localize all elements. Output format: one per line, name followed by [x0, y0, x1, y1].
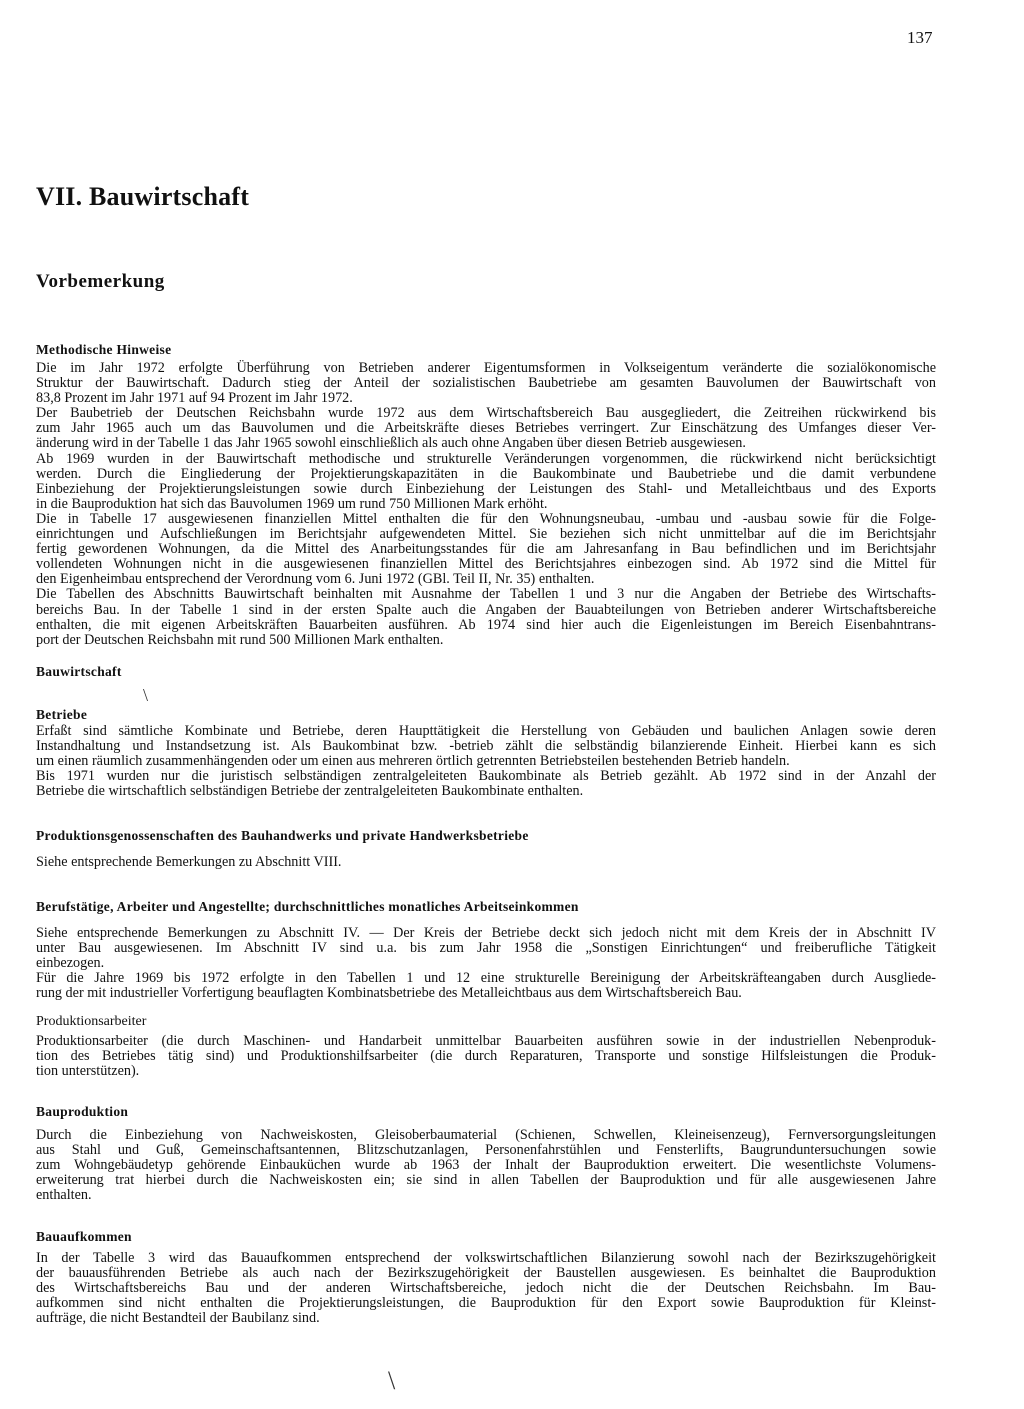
pgh-body [36, 855, 936, 870]
text-line: unter Bau ausgewiesenen. Im Abschnitt IV sind u.a. bis zum Jahr 1958 die „Sonstigen Einrichtungen“ und freiberufliche Tätigkeit [36, 940, 936, 957]
methodische-hinweise-body [36, 361, 936, 648]
text-line: port der Deutschen Reichsbahn mit rund 500 Millionen Mark enthalten. [36, 631, 444, 648]
text-line: Siehe entsprechende Bemerkungen zu Abschnitt IV. — Der Kreis der Betriebe deckt sich jedoch nicht mit dem Kreis der in Abschnitt IV [36, 925, 936, 941]
text-line: der bauausführenden Betriebe als auch nach der Bezirkszugehörigkeit der Baustellen ausgewiesen. Es beinhaltet die Bauproduktion [36, 1265, 936, 1282]
section-title: Vorbemerkung [36, 271, 165, 292]
text-line: um einen räumlich zusammenhängenden oder um einen aus mehreren örtlich getrennten Betriebsteilen bestehenden Betrieb handeln. [36, 753, 790, 770]
text-line: Die im Jahr 1972 erfolgte Überführung von Betrieben anderer Eigentumsformen in Volkseigentum veränderte die sozialökonomische [36, 360, 936, 376]
text-line: rung der mit industrieller Vorfertigung beauflagten Kombinatsbetriebe des Metalleichtbaus aus dem Wirtschaftsbereich Bau. [36, 985, 742, 1002]
bauaufkommen-heading: Bauaufkommen [36, 1229, 132, 1244]
pgh-heading: Produktionsgenossenschaften des Bauhandwerks und private Handwerksbetriebe [36, 828, 529, 843]
text-line: enthalten, die mit eigenen Arbeitskräften Bauarbeiten ausführen. Ab 1974 sind hier auch die Eigenleistungen im Bereich Eisenbahntrans- [36, 616, 936, 633]
text-line: einbezogen. [36, 955, 105, 972]
text-line: erweiterung trat hierbei durch die Nachweiskosten ein; sie sind in allen Tabellen der Bauproduktion und für alle ausgewiesenen Jahre [36, 1172, 936, 1189]
paragraph [36, 971, 936, 1001]
chapter-title: VII. Bauwirtschaft [36, 182, 250, 211]
paragraph [36, 1128, 936, 1203]
pgh-text: Siehe entsprechende Bemerkungen zu Abschnitt VIII. [36, 854, 342, 870]
stray-mark: \ [388, 1366, 396, 1395]
text-line: Durch die Einbeziehung von Nachweiskosten, Gleisoberbaumaterial (Schienen, Schwellen, Kleineisenzeug), Fernversorgungsleitungen [36, 1127, 936, 1143]
text-line: aus Stahl und Guß, Gemeinschaftsantennen, Blitzschutzanlagen, Personenfahrstühlen und Fensterlifts, Baugrunduntersuchungen sowie [36, 1142, 936, 1159]
text-line: tion unterstützen). [36, 1063, 140, 1080]
paragraph [36, 361, 936, 406]
text-line: zum Wohngebäudetyp gehörende Einbauküchen wurde ab 1963 der Inhalt der Bauproduktion erweitert. Die wesentlichste Volumens- [36, 1157, 936, 1174]
page-number: 137 [907, 28, 933, 47]
paragraph [36, 724, 936, 769]
text-line: fertig gewordenen Wohnungen, da die Mittel des Anarbeitungsstandes für die am Jahresanfang in Bau befindlichen und im Berichtsjahr [36, 541, 936, 558]
text-line: änderung wird in der Tabelle 1 das Jahr 1965 sowohl einschließlich als auch ohne Angaben über diesen Betrieb ausgewiesen. [36, 435, 746, 452]
betriebe-heading: Betriebe [36, 707, 88, 722]
text-line: In der Tabelle 3 wird das Bauaufkommen entsprechend der volkswirtschaftlichen Bilanzierung sowohl nach der Bezirkszugehörigkeit [36, 1250, 936, 1266]
text-line: einrichtungen und Aufschließungen im Berichtsjahr aufgewendeten Mittel. Sie beziehen sich nicht unmittelbar auf die im Berichtsjahr [36, 526, 936, 543]
text-line: Erfaßt sind sämtliche Kombinate und Betriebe, deren Haupttätigkeit die Herstellung von Gebäuden und baulichen Anlagen sowie deren [36, 723, 936, 739]
paragraph [36, 926, 936, 971]
text-line: aufträge, die nicht Bestandteil der Baubilanz sind. [36, 1310, 320, 1327]
methodische-hinweise-heading: Methodische Hinweise [36, 342, 172, 357]
text-line: bereichs Bau. In der Tabelle 1 sind in der ersten Spalte auch die Angaben der Bauabteilungen von Betrieben anderer Wirtschaftsbereiche [36, 601, 936, 618]
text-line: Die in Tabelle 17 ausgewiesenen finanziellen Mittel enthalten die für den Wohnungsneubau, -umbau und -ausbau sowie für die Folge- [36, 510, 936, 527]
text-line: Instandhaltung und Instandsetzung ist. Als Baukombinat bzw. -betrieb zählt die selbständig bilanzierende Einheit. Hierbei kann es sich [36, 738, 936, 755]
bauproduktion-body [36, 1128, 936, 1203]
text-line: in die Bauproduktion hat sich das Bauvolumen 1969 um rund 750 Millionen Mark erhöht. [36, 495, 548, 512]
text-line: tion des Betriebes tätig sind) und Produktionshilfsarbeiter (die durch Reparaturen, Transporte und sonstige Hilfsleistungen die Produk- [36, 1048, 936, 1065]
bauwirtschaft-heading: Bauwirtschaft [36, 664, 122, 679]
paragraph [36, 587, 936, 647]
berufstaetige-body [36, 926, 936, 1001]
berufstaetige-heading: Berufstätige, Arbeiter und Angestellte; durchschnittliches monatliches Arbeitseinkommen [36, 899, 579, 914]
text-line: Produktionsarbeiter (die durch Maschinen- und Handarbeit unmittelbar Bauarbeiten ausführen sowie in der industriellen Nebenproduk- [36, 1033, 936, 1049]
text-line: Struktur der Bauwirtschaft. Dadurch stieg der Anteil der sozialistischen Baubetriebe am gesamten Bauvolumen der Bauwirtschaft von [36, 375, 936, 392]
paragraph [36, 1251, 936, 1326]
paragraph [36, 452, 936, 512]
text-line: Ab 1969 wurden in der Bauwirtschaft methodische und strukturelle Veränderungen vorgenommen, die rückwirkend nicht berücksichtigt [36, 450, 936, 467]
paragraph [36, 406, 936, 451]
bauproduktion-heading: Bauproduktion [36, 1104, 129, 1119]
betriebe-body [36, 724, 936, 799]
text-line: Die Tabellen des Abschnitts Bauwirtschaft beinhalten mit Ausnahme der Tabellen 1 und 3 nur die Angaben der Betriebe des Wirtschafts- [36, 586, 936, 603]
text-line: Einbeziehung der Projektierungsleistungen sowie durch Einbeziehung der Leistungen des Stahl- und Metalleichtbaus und des Exports [36, 480, 936, 497]
text-line: enthalten. [36, 1187, 92, 1204]
paragraph [36, 1034, 936, 1079]
text-line: 83,8 Prozent im Jahr 1971 auf 94 Prozent im Jahr 1972. [36, 390, 353, 407]
stray-mark: \ [143, 685, 149, 705]
produktionsarbeiter-body [36, 1034, 936, 1079]
paragraph [36, 769, 936, 799]
text-line: Für die Jahre 1969 bis 1972 erfolgte in den Tabellen 1 und 12 eine strukturelle Bereinigung der Arbeitskräfteangaben durch Ausgliede- [36, 970, 936, 987]
text-line: den Eigenheimbau entsprechend der Verordnung vom 6. Juni 1972 (GBl. Teil II, Nr. 35) enthalten. [36, 571, 595, 588]
text-line: werden. Durch die Eingliederung der Projektierungskapazitäten in die Baukombinate und Baubetriebe und die damit verbundene [36, 465, 936, 482]
text-line: Bis 1971 wurden nur die juristisch selbständigen zentralgeleiteten Baukombinate als Betrieb gezählt. Ab 1972 sind in der Anzahl der [36, 768, 936, 785]
text-line: vollendeten Wohnungen nicht in die ausgewiesenen finanziellen Mittel des Berichtsjahres einbezogen sind. Ab 1972 sind die Mittel für [36, 556, 936, 573]
text-line: aufkommen sind nicht enthalten die Projektierungsleistungen, die Bauproduktion für den Export sowie Bauproduktion für Kleinst- [36, 1295, 936, 1312]
paragraph [36, 512, 936, 587]
text-line: Betriebe die wirtschaftlich selbständigen Betriebe der zentralgeleiteten Baukombinate enthalten. [36, 783, 584, 800]
produktionsarbeiter-heading: Produktionsarbeiter [36, 1014, 147, 1029]
bauaufkommen-body [36, 1251, 936, 1326]
text-line: Der Baubetrieb der Deutschen Reichsbahn wurde 1972 aus dem Wirtschaftsbereich Bau ausgegliedert, die Zeitreihen rückwirkend bis [36, 405, 936, 422]
text-line: des Wirtschaftsbereichs Bau und der anderen Wirtschaftsbereiche, jedoch nicht die der Deutschen Reichsbahn. Im Bau- [36, 1280, 936, 1297]
text-line: zum Jahr 1965 auch um das Bauvolumen und die Arbeitskräfte dieses Betriebes verringert. Zur Einschätzung des Umfanges dieser Ver- [36, 420, 936, 437]
